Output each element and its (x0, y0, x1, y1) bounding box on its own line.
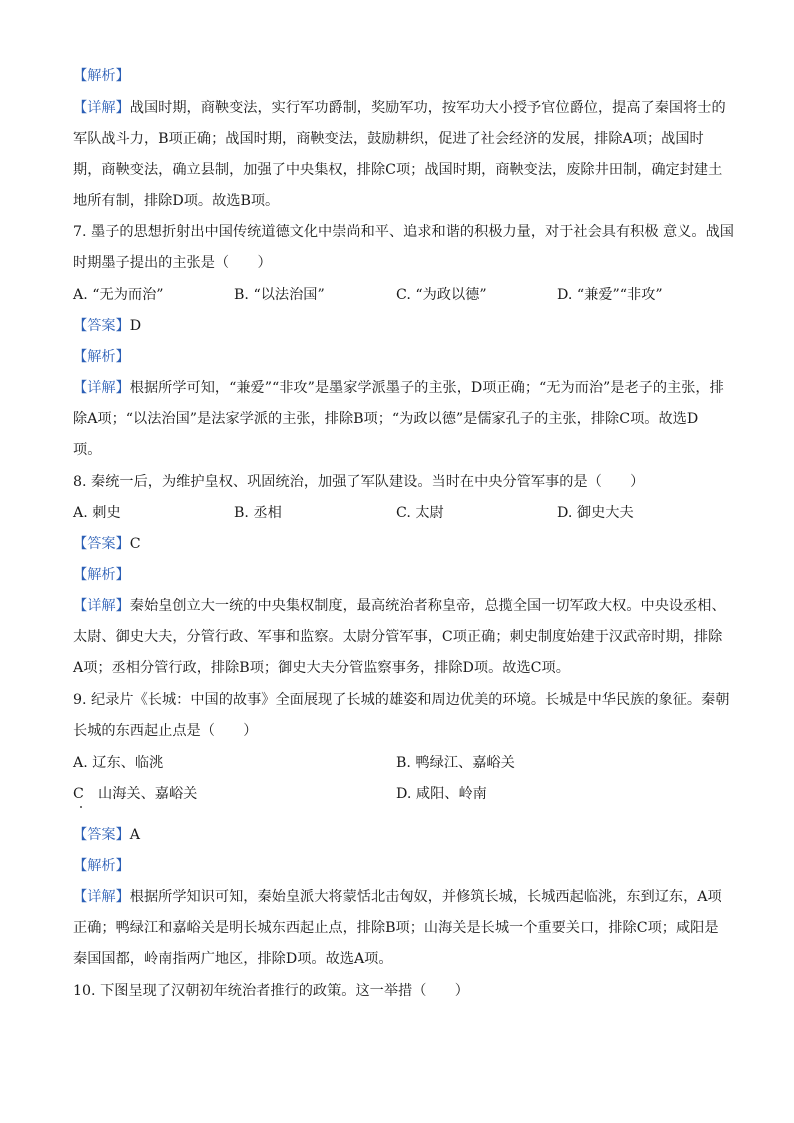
detail-line: 项。 (73, 442, 102, 458)
detail-line: 【详解】根据所学可知，“兼爱”“非攻”是墨家学派墨子的主张，D项正确；“无为而治”是老子的主张，排 (73, 380, 724, 396)
q8-option-c: C. 太尉 (396, 505, 444, 521)
analysis-label: 【解析】 (73, 349, 130, 365)
q7-option-c: C. “为政以德” (396, 287, 487, 303)
question-7-stem: 7. 墨子的思想折射出中国传统道德文化中崇尚和平、追求和谐的积极力量，对于社会具有积极 意义。战国 (73, 224, 734, 240)
detail-line: 【详解】秦始皇创立大一统的中央集权制度，最高统治者称皇帝，总揽全国一切军政大权。中央设丞相、 (73, 598, 726, 614)
q9-option-d: D. 咸阳、岭南 (396, 786, 487, 802)
q9-option-a: A. 辽东、临洮 (73, 755, 164, 771)
question-8-stem: 8. 秦统一后，为维护皇权、巩固统治，加强了军队建设。当时在中央分管军事的是（ ） (73, 474, 645, 490)
q7-answer: 【答案】D (73, 318, 142, 334)
detail-line: 正确；鸭绿江和嘉峪关是明长城东西起止点，排除B项；山海关是长城一个重要关口，排除C项；咸阳是 (73, 920, 719, 936)
q8-answer: 【答案】C (73, 536, 141, 552)
question-9-stem: 长城的东西起止点是（ ） (73, 723, 258, 739)
detail-line: 军队战斗力，B项正确；战国时期，商鞅变法，鼓励耕织，促进了社会经济的发展，排除A项；战国时 (73, 131, 704, 147)
analysis-label: 【解析】 (73, 68, 130, 84)
analysis-label: 【解析】 (73, 567, 130, 583)
question-7-stem: 时期墨子提出的主张是（ ） (73, 255, 272, 271)
q9-option-c: C 山海关、嘉峪关 (73, 786, 198, 802)
detail-line: 秦国国都，岭南指两广地区，排除D项。故选A项。 (73, 951, 393, 967)
detail-line: 除A项；“以法治国”是法家学派的主张，排除B项；“为政以德”是儒家孔子的主张，排除C项。故选D (73, 411, 699, 427)
q7-option-d: D. “兼爱”“非攻” (557, 287, 663, 303)
q8-option-d: D. 御史大夫 (557, 505, 634, 521)
q8-option-b: B. 丞相 (234, 505, 282, 521)
detail-line: 期，商鞅变法，确立县制，加强了中央集权，排除C项；战国时期，商鞅变法，废除井田制，确定封建土 (73, 162, 723, 178)
analysis-label: 【解析】 (73, 858, 130, 874)
question-10-stem: 10. 下图呈现了汉朝初年统治者推行的政策。这一举措（ ） (73, 983, 469, 999)
detail-line: A项；丞相分管行政，排除B项；御史大夫分管监察事务，排除D项。故选C项。 (73, 660, 570, 676)
q7-option-a: A. “无为而治” (73, 287, 164, 303)
stray-dot (80, 806, 82, 808)
q7-option-b: B. “以法治国” (234, 287, 325, 303)
detail-line: 地所有制，排除D项。故选B项。 (73, 193, 280, 209)
detail-line: 【详解】战国时期，商鞅变法，实行军功爵制，奖励军功，按军功大小授予官位爵位，提高了秦国将士的 (73, 100, 726, 116)
q8-option-a: A. 刺史 (73, 505, 121, 521)
detail-label: 【详解】 (73, 100, 130, 116)
detail-line: 【详解】根据所学知识可知，秦始皇派大将蒙恬北击匈奴，并修筑长城，长城西起临洮，东到辽东，A项 (73, 889, 722, 905)
question-9-stem: 9. 纪录片《长城：中国的故事》全面展现了长城的雄姿和周边优美的环境。长城是中华民族的象征。秦朝 (73, 692, 730, 708)
q9-option-b: B. 鸭绿江、嘉峪关 (396, 755, 515, 771)
q9-answer: 【答案】A (73, 827, 141, 843)
detail-line: 太尉、御史大夫，分管行政、军事和监察。太尉分管军事，C项正确；刺史制度始建于汉武帝时期，排除 (73, 629, 723, 645)
